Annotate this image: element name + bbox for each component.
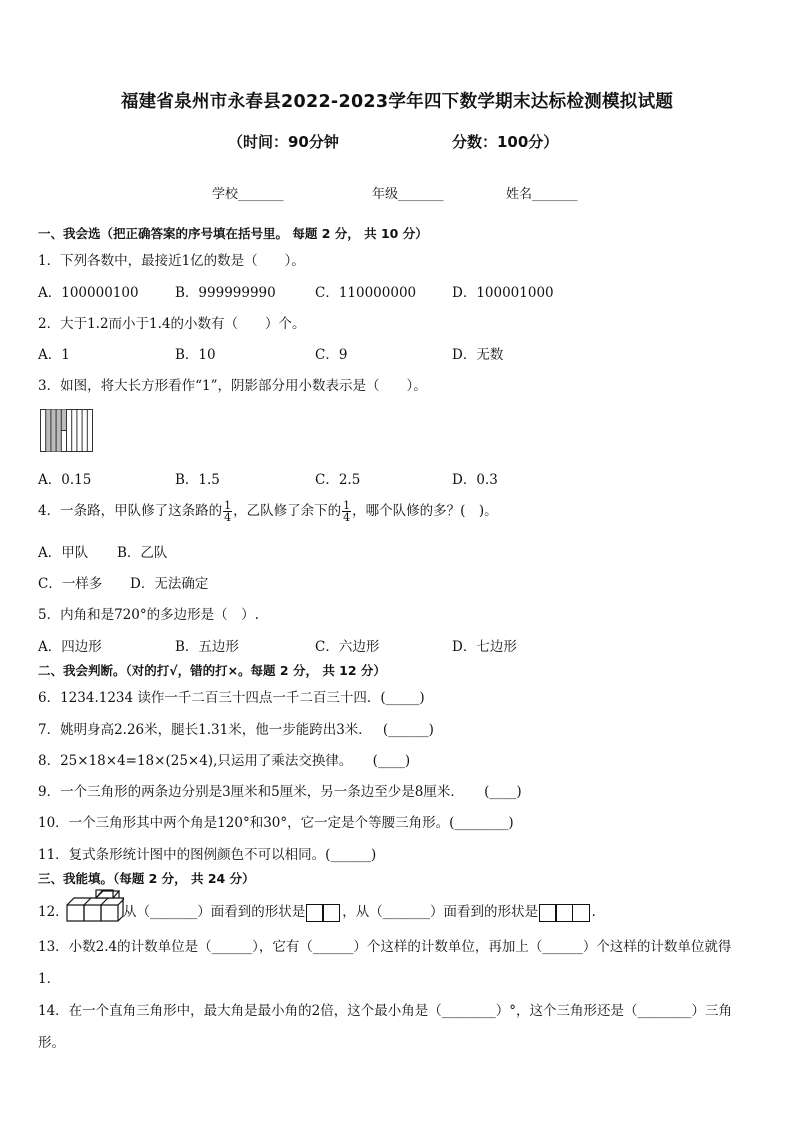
square-cell [555,904,573,922]
question-14: 14．在一个直角三角形中，最大角是最小角的2倍，这个最小角是（________）°，这个三角形还是（________）三角 [38,1003,733,1019]
q2-option-a[interactable]: A．1 [38,347,70,363]
question-11: 11．复式条形统计图中的图例颜色不可以相同。(______) [38,847,377,863]
fraction-numerator: 1 [224,499,232,512]
question-13: 13．小数2.4的计数单位是（______），它有（______）个这样的计数单位，再加上（______）个这样的计数单位就得 [38,939,732,955]
q12-text-part2: ，从（_______）面看到的形状是 [342,904,538,920]
q4-option-b[interactable]: B．乙队 [117,545,168,561]
exam-score: 分数：100分） [452,133,559,151]
q4-text-part2: ，乙队修了余下的 [233,503,342,519]
q4-option-c[interactable]: C．一样多 [38,576,103,592]
q12-cube-figure [66,889,124,923]
q3-rectangle-figure [40,409,93,452]
question-7: 7．姚明身高2.26米，腿长1.31米，他一步能跨出3米． (______) [38,722,434,738]
question-12-body [123,900,596,922]
question-12 [38,900,69,920]
question-2: 2．大于1.2而小于1.4的小数有（ ）个。 [38,316,306,332]
square-cell [572,904,590,922]
q5-option-a[interactable]: A．四边形 [38,639,102,655]
question-14-continued: 形。 [38,1035,65,1051]
question-9: 9．一个三角形的两条边分别是3厘米和5厘米，另一条边至少是8厘米． (____) [38,784,522,800]
q3-shaded-half [61,410,66,431]
q4-text-part1: 4．一条路，甲队修了这条路的 [38,503,223,519]
square-cell [306,904,324,922]
q12-number: 12． [38,904,69,920]
q3-shaded-strip [51,410,56,452]
q1-option-d[interactable]: D．100001000 [452,285,554,301]
q4-fraction-one-quarter [223,500,232,523]
q1-option-a[interactable]: A．100000100 [38,285,139,301]
q3-option-d[interactable]: D．0.3 [452,472,498,488]
question-5: 5．内角和是720°的多边形是（ ）. [38,607,259,623]
q3-shaded-strip [46,410,51,452]
fraction-denominator: 4 [224,511,232,524]
grade-field[interactable]: 年级_______ [372,187,444,202]
q12-text-part1: 从（_______）面看到的形状是 [123,904,306,920]
q4-option-a[interactable]: A．甲队 [38,545,89,561]
section-1-heading: 一、我会选（把正确答案的序号填在括号里。 每题 2 分， 共 10 分） [38,226,428,241]
q5-option-c[interactable]: C．六边形 [315,639,380,655]
fraction-numerator: 1 [343,499,351,512]
fraction-denominator: 4 [343,511,351,524]
q4-text-part3: ，哪个队修的多？( )。 [352,503,498,519]
q5-option-d[interactable]: D．七边形 [452,639,517,655]
q1-option-c[interactable]: C．110000000 [315,285,417,301]
question-13-continued: 1． [38,971,61,987]
q3-option-a[interactable]: A．0.15 [38,472,92,488]
square-cell [539,904,557,922]
q2-option-b[interactable]: B．10 [175,347,216,363]
q4-option-d[interactable]: D．无法确定 [130,576,209,592]
question-4 [38,499,498,523]
question-3: 3．如图，将大长方形看作“1”，阴影部分用小数表示是（ ）。 [38,378,427,394]
school-field[interactable]: 学校_______ [212,187,284,202]
q5-option-b[interactable]: B．五边形 [175,639,239,655]
exam-time: （时间：90分钟 [228,133,339,151]
q12-shape-two-squares [307,904,340,922]
section-2-heading: 二、我会判断。（对的打√，错的打×。每题 2 分， 共 12 分） [38,663,386,678]
question-6: 6．1234.1234 读作一千二百三十四点一千二百三十四．(_____) [38,690,425,706]
question-10: 10．一个三角形其中两个角是120°和30°，它一定是个等腰三角形。(________) [38,815,514,831]
q2-option-d[interactable]: D．无数 [452,347,504,363]
q4-fraction-one-quarter [342,500,351,523]
question-8: 8．25×18×4=18×(25×4),只运用了乘法交换律。 (____) [38,753,411,769]
q2-option-c[interactable]: C．9 [315,347,348,363]
section-3-heading: 三、我能填。（每题 2 分， 共 24 分） [38,871,255,886]
page-title: 福建省泉州市永春县2022-2023学年四下数学期末达标检测模拟试题 [120,92,674,112]
q3-option-c[interactable]: C．2.5 [315,472,361,488]
name-field[interactable]: 姓名_______ [506,187,578,202]
square-cell [322,904,340,922]
q1-option-b[interactable]: B．999999990 [175,285,276,301]
q3-shaded-strip [56,410,61,452]
question-1: 1．下列各数中，最接近1亿的数是（ ）。 [38,253,305,269]
q12-text-part3: . [591,904,596,920]
q3-option-b[interactable]: B．1.5 [175,472,220,488]
q12-shape-three-squares [540,904,590,922]
